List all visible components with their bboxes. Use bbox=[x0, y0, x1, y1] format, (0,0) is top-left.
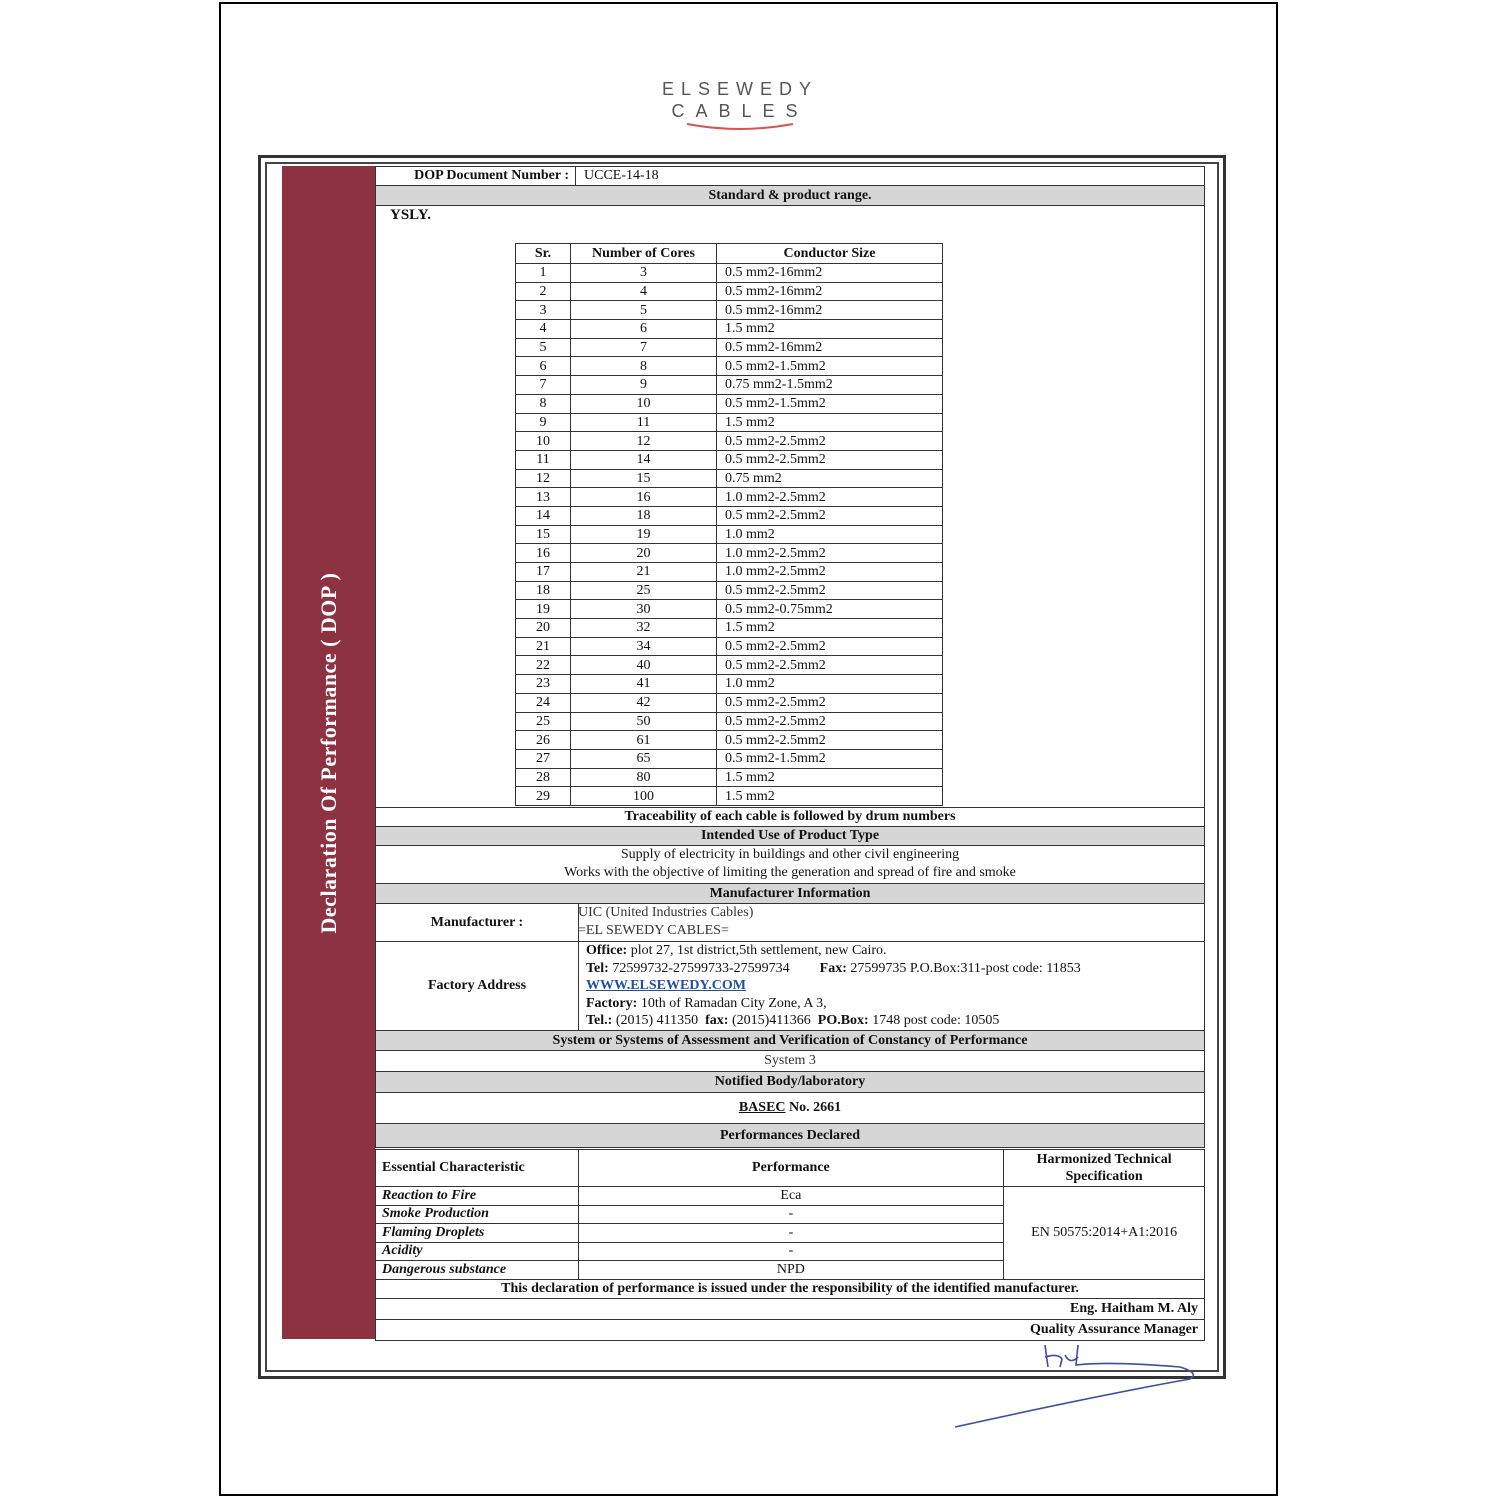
row-size: 0.5 mm2-2.5mm2 bbox=[717, 450, 943, 469]
row-size: 0.5 mm2-0.75mm2 bbox=[717, 600, 943, 619]
table-row bbox=[516, 264, 943, 283]
header-spec: Harmonized Technical Specification bbox=[1004, 1150, 1205, 1187]
characteristic-cell: Reaction to Fire bbox=[376, 1187, 579, 1206]
pobox-label: PO.Box: bbox=[817, 1013, 869, 1029]
intended-use-text bbox=[375, 846, 1205, 884]
table-row bbox=[516, 600, 943, 619]
row-cores: 50 bbox=[571, 712, 717, 731]
table-row bbox=[516, 469, 943, 488]
dop-number-row bbox=[375, 166, 1205, 186]
row-sr: 6 bbox=[516, 357, 571, 376]
intended-use-line-1: Supply of electricity in buildings and other civil engineering bbox=[620, 847, 960, 862]
row-sr: 14 bbox=[516, 506, 571, 525]
signer-row bbox=[376, 1298, 1205, 1319]
basec-row bbox=[375, 1093, 1205, 1124]
row-size: 0.5 mm2-16mm2 bbox=[717, 338, 943, 357]
factory-address-label: Factory Address bbox=[376, 942, 579, 1030]
row-size: 0.75 mm2-1.5mm2 bbox=[717, 376, 943, 395]
system-value: System 3 bbox=[375, 1051, 1205, 1072]
row-cores: 19 bbox=[571, 525, 717, 544]
factory-address-value bbox=[586, 942, 1081, 1030]
row-sr: 8 bbox=[516, 394, 571, 413]
fax2-label: fax: bbox=[705, 1013, 729, 1029]
row-cores: 80 bbox=[571, 768, 717, 787]
row-size: 0.5 mm2-1.5mm2 bbox=[717, 749, 943, 768]
header-size: Conductor Size bbox=[717, 244, 943, 264]
characteristic-cell: Dangerous substance bbox=[376, 1261, 579, 1280]
row-size: 1.0 mm2 bbox=[717, 525, 943, 544]
characteristic-cell: Smoke Production bbox=[376, 1205, 579, 1224]
performance-cell: - bbox=[578, 1205, 1004, 1224]
table-row bbox=[516, 787, 943, 806]
row-sr: 20 bbox=[516, 619, 571, 638]
row-cores: 8 bbox=[571, 357, 717, 376]
row-size: 1.0 mm2-2.5mm2 bbox=[717, 488, 943, 507]
intended-use-header: Intended Use of Product Type bbox=[375, 827, 1205, 846]
row-cores: 20 bbox=[571, 544, 717, 563]
table-row bbox=[516, 525, 943, 544]
row-cores: 100 bbox=[571, 787, 717, 806]
row-cores: 25 bbox=[571, 581, 717, 600]
row-cores: 9 bbox=[571, 376, 717, 395]
declaration-row bbox=[376, 1279, 1205, 1298]
row-sr: 21 bbox=[516, 637, 571, 656]
row-sr: 17 bbox=[516, 563, 571, 582]
signer-title: Quality Assurance Manager bbox=[376, 1319, 1205, 1340]
table-row bbox=[516, 506, 943, 525]
website-link[interactable]: WWW.ELSEWEDY.COM bbox=[586, 978, 747, 994]
row-size: 0.5 mm2-2.5mm2 bbox=[717, 506, 943, 525]
row-cores: 14 bbox=[571, 450, 717, 469]
row-size: 1.5 mm2 bbox=[717, 320, 943, 339]
row-sr: 9 bbox=[516, 413, 571, 432]
row-size: 0.5 mm2-1.5mm2 bbox=[717, 357, 943, 376]
row-size: 0.5 mm2-2.5mm2 bbox=[717, 712, 943, 731]
table-row bbox=[516, 656, 943, 675]
table-row bbox=[516, 413, 943, 432]
row-sr: 18 bbox=[516, 581, 571, 600]
row-cores: 30 bbox=[571, 600, 717, 619]
header-cores: Number of Cores bbox=[571, 244, 717, 264]
table-row bbox=[516, 357, 943, 376]
performance-cell: - bbox=[578, 1224, 1004, 1243]
sidebar-band bbox=[282, 166, 375, 1339]
row-sr: 29 bbox=[516, 787, 571, 806]
row-cores: 42 bbox=[571, 693, 717, 712]
row-size: 1.5 mm2 bbox=[717, 787, 943, 806]
table-row bbox=[516, 712, 943, 731]
row-size: 1.0 mm2-2.5mm2 bbox=[717, 544, 943, 563]
characteristic-cell: Flaming Droplets bbox=[376, 1224, 579, 1243]
row-size: 0.5 mm2-2.5mm2 bbox=[717, 432, 943, 451]
row-sr: 10 bbox=[516, 432, 571, 451]
factory-value: 10th of Ramadan City Zone, A 3, bbox=[640, 995, 827, 1011]
row-cores: 7 bbox=[571, 338, 717, 357]
spec-cell: EN 50575:2014+A1:2016 bbox=[1004, 1187, 1205, 1280]
table-row bbox=[516, 301, 943, 320]
row-cores: 12 bbox=[571, 432, 717, 451]
row-size: 1.5 mm2 bbox=[717, 413, 943, 432]
table-row bbox=[516, 731, 943, 750]
performance-table bbox=[375, 1149, 1205, 1341]
office-label: Office: bbox=[586, 943, 628, 958]
cores-table bbox=[515, 243, 943, 806]
cores-table-header bbox=[516, 244, 943, 264]
row-sr: 25 bbox=[516, 712, 571, 731]
table-row bbox=[516, 637, 943, 656]
fax-label: Fax: bbox=[819, 960, 847, 976]
row-cores: 10 bbox=[571, 394, 717, 413]
row-sr: 26 bbox=[516, 731, 571, 750]
table-row bbox=[516, 619, 943, 638]
characteristic-cell: Acidity bbox=[376, 1242, 579, 1261]
office-value: plot 27, 1st district,5th settlement, new Cairo. bbox=[630, 943, 887, 958]
cores-table-body bbox=[516, 264, 943, 806]
system-header: System or Systems of Assessment and Verification of Constancy of Performance bbox=[375, 1031, 1205, 1051]
row-size: 1.5 mm2 bbox=[717, 768, 943, 787]
manufacturer-value bbox=[578, 904, 753, 940]
row-sr: 16 bbox=[516, 544, 571, 563]
logo-line-1: ELSEWEDY bbox=[661, 79, 819, 99]
sidebar-title: Declaration Of Performance ( DOP ) bbox=[315, 572, 341, 933]
tel2-value: (2015) 411350 bbox=[615, 1013, 699, 1029]
performance-header-row bbox=[376, 1150, 1205, 1187]
table-row bbox=[516, 749, 943, 768]
row-cores: 4 bbox=[571, 282, 717, 301]
row-size: 0.5 mm2-16mm2 bbox=[717, 264, 943, 283]
row-sr: 5 bbox=[516, 338, 571, 357]
logo-line-2: CABLES bbox=[671, 101, 809, 121]
row-size: 0.5 mm2-2.5mm2 bbox=[717, 637, 943, 656]
pobox-value: 1748 post code: 10505 bbox=[872, 1013, 1000, 1029]
dop-number-label: DOP Document Number : bbox=[376, 167, 576, 185]
row-cores: 65 bbox=[571, 749, 717, 768]
row-size: 1.0 mm2 bbox=[717, 675, 943, 694]
row-sr: 12 bbox=[516, 469, 571, 488]
company-logo bbox=[640, 78, 840, 132]
basec-number: No. 2661 bbox=[789, 1100, 842, 1115]
row-cores: 3 bbox=[571, 264, 717, 283]
row-cores: 61 bbox=[571, 731, 717, 750]
row-cores: 34 bbox=[571, 637, 717, 656]
table-row bbox=[516, 581, 943, 600]
table-row bbox=[516, 338, 943, 357]
row-sr: 1 bbox=[516, 264, 571, 283]
row-sr: 11 bbox=[516, 450, 571, 469]
row-cores: 6 bbox=[571, 320, 717, 339]
performance-cell: Eca bbox=[578, 1187, 1004, 1206]
row-cores: 11 bbox=[571, 413, 717, 432]
row-size: 0.5 mm2-2.5mm2 bbox=[717, 693, 943, 712]
row-cores: 41 bbox=[571, 675, 717, 694]
table-row bbox=[516, 544, 943, 563]
row-sr: 7 bbox=[516, 376, 571, 395]
notified-body-header: Notified Body/laboratory bbox=[375, 1072, 1205, 1093]
performances-header: Performances Declared bbox=[375, 1124, 1205, 1148]
manufacturer-row bbox=[375, 904, 1205, 942]
signer-name: Eng. Haitham M. Aly bbox=[376, 1298, 1205, 1319]
row-sr: 2 bbox=[516, 282, 571, 301]
table-row bbox=[376, 1187, 1205, 1206]
tel-label: Tel: bbox=[586, 960, 609, 976]
row-size: 0.5 mm2-2.5mm2 bbox=[717, 731, 943, 750]
row-size: 1.0 mm2-2.5mm2 bbox=[717, 563, 943, 582]
row-sr: 27 bbox=[516, 749, 571, 768]
table-row bbox=[516, 488, 943, 507]
manufacturer-line-1: UIC (United Industries Cables) bbox=[578, 905, 754, 920]
table-row bbox=[516, 282, 943, 301]
intended-use-line-2: Works with the objective of limiting the generation and spread of fire and smoke bbox=[564, 865, 1016, 880]
row-sr: 19 bbox=[516, 600, 571, 619]
table-row bbox=[516, 768, 943, 787]
row-cores: 40 bbox=[571, 656, 717, 675]
header-performance: Performance bbox=[578, 1150, 1004, 1187]
fax2-value: (2015)411366 bbox=[731, 1013, 811, 1029]
tel2-label: Tel.: bbox=[586, 1013, 613, 1029]
traceability-row: Traceability of each cable is followed by drum numbers bbox=[375, 808, 1205, 827]
row-sr: 4 bbox=[516, 320, 571, 339]
fax-value: 27599735 P.O.Box:311-post code: 11853 bbox=[850, 960, 1081, 976]
standard-header: Standard & product range. bbox=[375, 186, 1205, 206]
table-row bbox=[516, 320, 943, 339]
dop-number-value: UCCE-14-18 bbox=[584, 168, 659, 183]
factory-label: Factory: bbox=[586, 995, 638, 1011]
signature-image bbox=[950, 1335, 1210, 1435]
row-sr: 28 bbox=[516, 768, 571, 787]
tel-value: 72599732-27599733-27599734 bbox=[612, 960, 790, 976]
row-size: 0.5 mm2-1.5mm2 bbox=[717, 394, 943, 413]
factory-address-row bbox=[375, 942, 1205, 1031]
table-row bbox=[516, 394, 943, 413]
row-sr: 23 bbox=[516, 675, 571, 694]
row-sr: 15 bbox=[516, 525, 571, 544]
row-size: 1.5 mm2 bbox=[717, 619, 943, 638]
logo-swoosh-icon bbox=[685, 122, 795, 132]
row-sr: 22 bbox=[516, 656, 571, 675]
row-size: 0.5 mm2-16mm2 bbox=[717, 282, 943, 301]
header-sr: Sr. bbox=[516, 244, 571, 264]
row-sr: 24 bbox=[516, 693, 571, 712]
manufacturer-info-header: Manufacturer Information bbox=[375, 884, 1205, 904]
manufacturer-line-2: =EL SEWEDY CABLES= bbox=[578, 923, 729, 938]
table-row bbox=[516, 376, 943, 395]
row-cores: 18 bbox=[571, 506, 717, 525]
row-cores: 15 bbox=[571, 469, 717, 488]
declaration-text: This declaration of performance is issued under the responsibility of the identified manufacturer. bbox=[376, 1279, 1205, 1298]
row-size: 0.75 mm2 bbox=[717, 469, 943, 488]
performance-cell: NPD bbox=[578, 1261, 1004, 1280]
table-row bbox=[516, 693, 943, 712]
basec-name: BASEC bbox=[738, 1100, 786, 1115]
header-essential: Essential Characteristic bbox=[376, 1150, 579, 1187]
row-size: 0.5 mm2-2.5mm2 bbox=[717, 656, 943, 675]
row-cores: 21 bbox=[571, 563, 717, 582]
row-sr: 3 bbox=[516, 301, 571, 320]
row-size: 0.5 mm2-16mm2 bbox=[717, 301, 943, 320]
row-cores: 16 bbox=[571, 488, 717, 507]
manufacturer-label: Manufacturer : bbox=[376, 904, 579, 941]
table-row bbox=[516, 432, 943, 451]
performance-cell: - bbox=[578, 1242, 1004, 1261]
row-size: 0.5 mm2-2.5mm2 bbox=[717, 581, 943, 600]
table-row bbox=[516, 675, 943, 694]
row-cores: 32 bbox=[571, 619, 717, 638]
product-code: YSLY. bbox=[390, 207, 432, 223]
row-sr: 13 bbox=[516, 488, 571, 507]
table-row bbox=[516, 563, 943, 582]
table-row bbox=[516, 450, 943, 469]
row-cores: 5 bbox=[571, 301, 717, 320]
